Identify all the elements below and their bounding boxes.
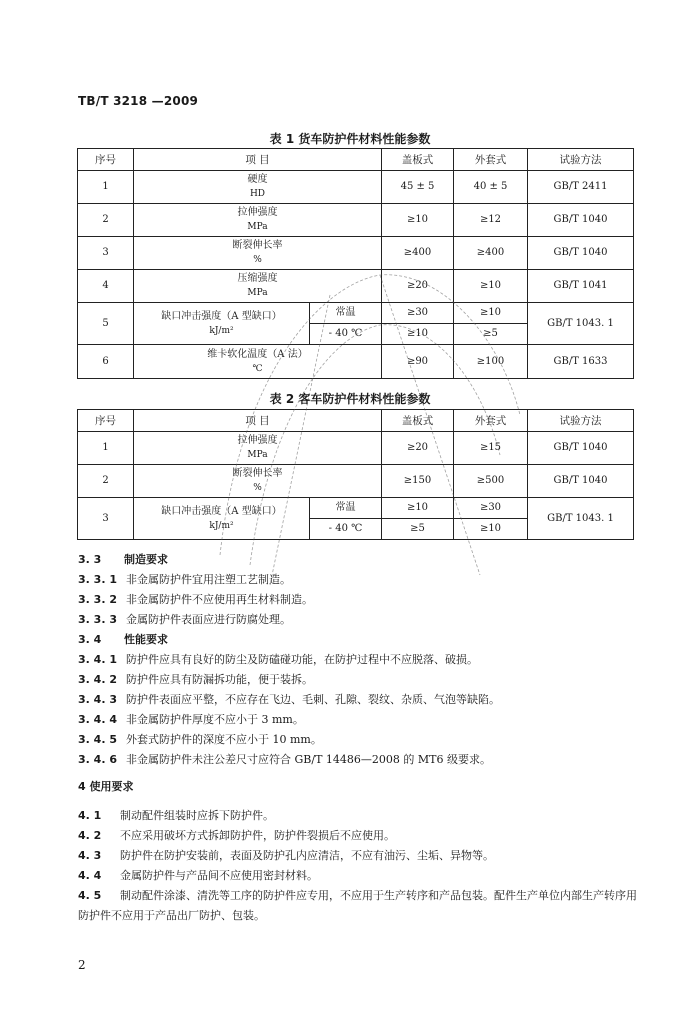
test-method: GB/T 1043. 1 [528, 498, 634, 540]
clause-number: 4. 4 [78, 869, 102, 882]
item-name: 压缩强度 [237, 273, 278, 284]
row-number: 5 [78, 303, 134, 345]
item-name: 硬度 [247, 174, 268, 185]
cover-value: ≥10 [382, 498, 454, 519]
table-row [78, 171, 634, 204]
clause-text: 外套式防护件的深度不应小于 10 mm。 [126, 733, 322, 746]
item-name: 拉伸强度 [237, 207, 278, 218]
condition-cell: - 40 ℃ [310, 519, 382, 540]
item-name: 缺口冲击强度（A 型缺口） [161, 310, 282, 322]
header-cell: 盖板式 [382, 410, 454, 432]
item-unit: kJ/m² [209, 520, 234, 531]
sleeve-value: ≥30 [454, 498, 528, 519]
document-code: TB/T 3218 —2009 [78, 94, 199, 108]
table-row [78, 465, 634, 498]
sleeve-value: ≥500 [454, 465, 528, 498]
clause [78, 710, 304, 730]
table1 [77, 148, 634, 379]
row-number: 3 [78, 237, 134, 270]
table-row [78, 498, 634, 519]
item-cell [134, 498, 310, 540]
sleeve-value: ≥15 [454, 432, 528, 465]
clause-text: 防护件应具有防漏拆功能，便于装拆。 [126, 673, 313, 686]
clause-number: 4. 5 [78, 889, 102, 902]
item-unit: HD [249, 189, 266, 199]
clause [78, 750, 491, 770]
clause-text: 非金属防护件宜用注塑工艺制造。 [126, 573, 291, 586]
table-row [78, 303, 634, 324]
clause-text: 金属防护件与产品间不应使用密封材料。 [120, 869, 318, 882]
header-cell: 项 目 [134, 410, 382, 432]
table-row [78, 204, 634, 237]
sleeve-value: ≥100 [454, 345, 528, 379]
header-cell: 项 目 [134, 149, 382, 171]
section-number: 3. 4 [78, 633, 102, 646]
clause [78, 690, 500, 710]
row-number: 1 [78, 432, 134, 465]
clause-number: 4. 2 [78, 829, 102, 842]
header-cell: 试验方法 [528, 149, 634, 171]
header-cell: 序号 [78, 149, 134, 171]
test-method: GB/T 1043. 1 [528, 303, 634, 345]
condition-cell: - 40 ℃ [310, 324, 382, 345]
test-method: GB/T 1040 [528, 432, 634, 465]
test-method: GB/T 1040 [528, 204, 634, 237]
table-row [78, 345, 634, 379]
item-unit: % [253, 483, 262, 493]
sleeve-value: ≥10 [454, 270, 528, 303]
clause [78, 846, 494, 866]
clause [78, 650, 478, 670]
sleeve-value: 40 ± 5 [454, 171, 528, 204]
clause-number: 4. 3 [78, 849, 102, 862]
clause [78, 610, 291, 630]
clause-number: 3. 4. 6 [78, 753, 117, 766]
item-cell [134, 237, 382, 270]
test-method: GB/T 1633 [528, 345, 634, 379]
row-number: 4 [78, 270, 134, 303]
item-cell [134, 432, 382, 465]
page-number: 2 [78, 958, 86, 972]
sleeve-value: ≥10 [454, 303, 528, 324]
item-cell [134, 171, 382, 204]
clause [78, 570, 291, 590]
item-name: 断裂伸长率 [232, 468, 283, 479]
item-name: 拉伸强度 [237, 435, 278, 446]
clause-text: 非金属防护件厚度不应小于 3 mm。 [126, 713, 304, 726]
item-name: 维卡软化温度（A 法） [207, 348, 308, 360]
clause-text: 不应采用破坏方式拆卸防护件，防护件裂损后不应使用。 [120, 829, 395, 842]
table2 [77, 409, 634, 540]
table-row [78, 432, 634, 465]
row-number: 2 [78, 204, 134, 237]
cover-value: ≥400 [382, 237, 454, 270]
section-4-title: 4 使用要求 [78, 780, 134, 793]
clause-number: 3. 3. 3 [78, 613, 117, 626]
cover-value: ≥30 [382, 303, 454, 324]
table-row [78, 237, 634, 270]
test-method: GB/T 1040 [528, 237, 634, 270]
table2-caption: 表 2 客车防护件材料性能参数 [269, 392, 431, 406]
sleeve-value: ≥400 [454, 237, 528, 270]
clause-number: 4. 1 [78, 809, 102, 822]
item-unit: MPa [247, 288, 268, 298]
clause-text: 防护件表面应平整，不应存在飞边、毛刺、孔隙、裂纹、杂质、气泡等缺陷。 [126, 693, 500, 706]
clause-text: 制动配件组装时应拆下防护件。 [120, 809, 274, 822]
condition-cell: 常温 [310, 303, 382, 324]
clause [78, 886, 638, 926]
item-unit: kJ/m² [209, 325, 234, 336]
table-row [78, 270, 634, 303]
clause-number: 3. 4. 2 [78, 673, 117, 686]
section-heading [78, 550, 168, 570]
clause [78, 866, 318, 886]
clause-text: 制动配件涂漆、清洗等工序的防护件应专用，不应用于生产转序和产品包装。配件生产单位内部生产转序用防护件不应用于产品出厂防护、包装。 [78, 889, 637, 922]
section-heading [78, 630, 168, 650]
item-cell [134, 303, 310, 345]
header-cell: 盖板式 [382, 149, 454, 171]
table1-caption: 表 1 货车防护件材料性能参数 [269, 132, 431, 146]
clause [78, 730, 322, 750]
cover-value: ≥5 [382, 519, 454, 540]
clause-text: 非金属防护件不应使用再生材料制造。 [126, 593, 313, 606]
test-method: GB/T 2411 [528, 171, 634, 204]
cover-value: ≥90 [382, 345, 454, 379]
clause-number: 3. 4. 3 [78, 693, 117, 706]
header-cell: 试验方法 [528, 410, 634, 432]
item-unit: % [253, 255, 262, 265]
cover-value: ≥10 [382, 204, 454, 237]
clause-number: 3. 4. 4 [78, 713, 117, 726]
sleeve-value: ≥5 [454, 324, 528, 345]
table1-header-row [78, 149, 634, 171]
clause [78, 670, 313, 690]
clause [78, 806, 274, 826]
header-cell: 序号 [78, 410, 134, 432]
clause [78, 826, 395, 846]
header-cell: 外套式 [454, 149, 528, 171]
clause-number: 3. 4. 5 [78, 733, 117, 746]
clause-number: 3. 4. 1 [78, 653, 117, 666]
clause-text: 非金属防护件未注公差尺寸应符合 GB/T 14486—2008 的 MT6 级要求。 [126, 753, 491, 766]
item-unit: ℃ [252, 363, 263, 374]
item-cell [134, 204, 382, 237]
sleeve-value: ≥10 [454, 519, 528, 540]
cover-value: ≥150 [382, 465, 454, 498]
clause [78, 590, 313, 610]
condition-cell: 常温 [310, 498, 382, 519]
test-method: GB/T 1041 [528, 270, 634, 303]
item-unit: MPa [247, 222, 268, 232]
clause-text: 金属防护件表面应进行防腐处理。 [126, 613, 291, 626]
item-unit: MPa [247, 450, 268, 460]
item-name: 缺口冲击强度（A 型缺口） [161, 505, 282, 517]
item-cell [134, 465, 382, 498]
cover-value: ≥10 [382, 324, 454, 345]
row-number: 6 [78, 345, 134, 379]
table2-header-row [78, 410, 634, 432]
cover-value: ≥20 [382, 270, 454, 303]
cover-value: ≥20 [382, 432, 454, 465]
test-method: GB/T 1040 [528, 465, 634, 498]
row-number: 2 [78, 465, 134, 498]
clause-number: 3. 3. 2 [78, 593, 117, 606]
item-cell [134, 345, 382, 379]
sleeve-value: ≥12 [454, 204, 528, 237]
section-title: 制造要求 [124, 553, 168, 566]
item-cell [134, 270, 382, 303]
cover-value: 45 ± 5 [382, 171, 454, 204]
item-name: 断裂伸长率 [232, 240, 283, 251]
header-cell: 外套式 [454, 410, 528, 432]
section-number: 3. 3 [78, 553, 102, 566]
clause-text: 防护件应具有良好的防尘及防磕碰功能，在防护过程中不应脱落、破损。 [126, 653, 478, 666]
row-number: 1 [78, 171, 134, 204]
row-number: 3 [78, 498, 134, 540]
clause-number: 3. 3. 1 [78, 573, 117, 586]
clause-text: 防护件在防护安装前，表面及防护孔内应清洁，不应有油污、尘垢、异物等。 [120, 849, 494, 862]
section-title: 性能要求 [124, 633, 168, 646]
